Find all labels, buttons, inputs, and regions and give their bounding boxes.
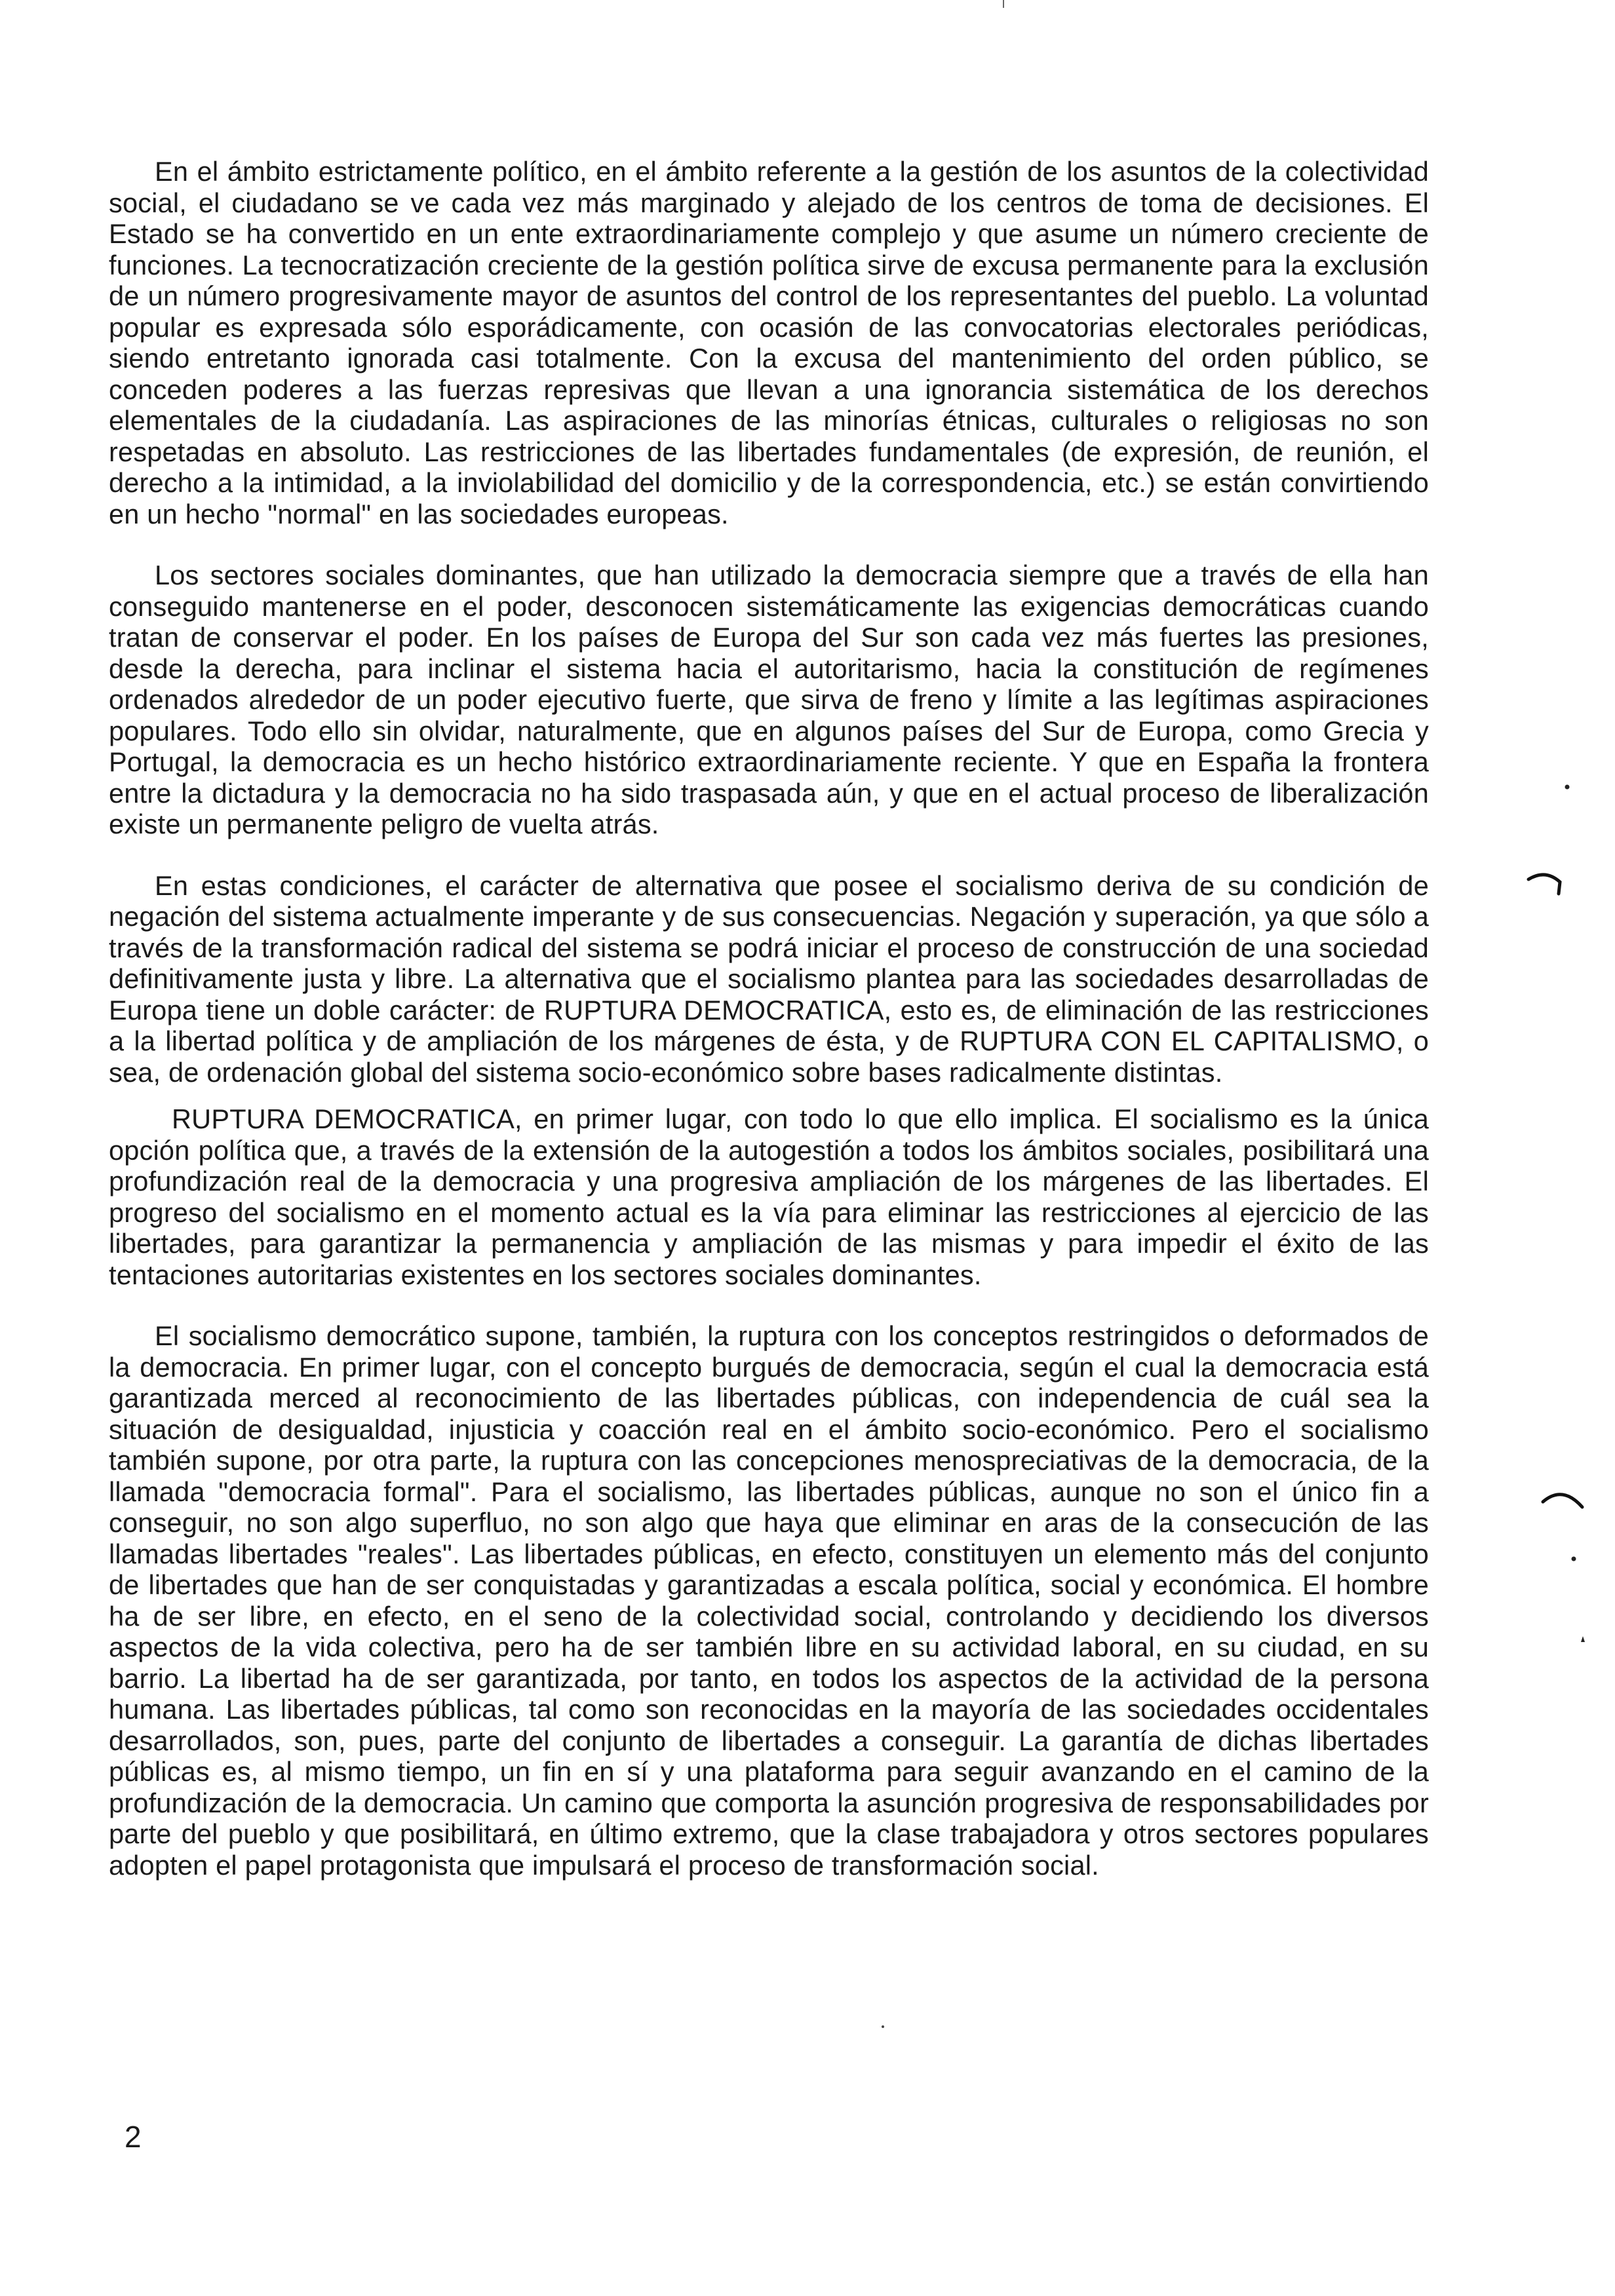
scan-arc-mark (1540, 1482, 1586, 1515)
paragraph: El socialismo democrático supone, también, la ruptura con los conceptos restringidos o deformados de la democracia. En primer lugar, con el concepto burgués de democracia, según el cual la democracia está garantizada merced al reconocimiento de las libertades públicas, con independencia de cuál sea la situación de desigualdad, injusticia y coacción real en el ámbito socio-económico. Pero el socialismo también supone, por otra parte, la ruptura con las concepciones menospreciativas de la democracia, de la llamada "democracia formal". Para el socialismo, las libertades públicas, aunque no son el único fin a conseguir, no son algo superfluo, no son algo que haya que eliminar en aras de la consecución de las llamadas libertades "reales". Las libertades públicas, en efecto, constituyen un elemento más del conjunto de libertades que han de ser conquistadas y garantizadas a escala política, social y económica. El hombre ha de ser libre, en efecto, en el seno de la colectividad social, controlando y decidiendo los diversos aspectos de la vida colectiva, pero ha de ser también libre en su actividad laboral, en su ciudad, en su barrio. La libertad ha de ser garantizada, por tanto, en todos los aspectos de la actividad de la persona humana. Las libertades públicas, tal como son reconocidas en la mayoría de las sociedades occidentales desarrollados, son, pues, parte del conjunto de libertades a conseguir. La garantía de dichas libertades públicas es, al mismo tiempo, un fin en sí y una plataforma para seguir avanzando en el camino de la profundización de la democracia. Un camino que comporta la asunción progresiva de responsabilidades por parte del pueblo y que posibilitará, en último extremo, que la clase trabajadora y otros sectores populares adopten el papel protagonista que impulsará el proceso de transformación social. (109, 1320, 1429, 1881)
paragraph: En el ámbito estrictamente político, en el ámbito referente a la gestión de los asuntos de la colectividad social, el ciudadano se ve cada vez más marginado y alejado de los centros de toma de decisiones. El Estado se ha convertido en un ente extraordinariamente complejo y que asume un número creciente de funciones. La tecnocratización creciente de la gestión política sirve de excusa permanente para la exclusión de un número progresivamente mayor de asuntos del control de los representantes del pueblo. La voluntad popular es expresada sólo esporádicamente, con ocasión de las convocatorias electorales periódicas, siendo entretanto ignorada casi totalmente. Con la excusa del mantenimiento del orden público, se conceden poderes a las fuerzas represivas que llevan a una ignorancia sistemática de los derechos elementales de la ciudadanía. Las aspiraciones de las minorías étnicas, culturales o religiosas no son respetadas en absoluto. Las restricciones de las libertades fundamentales (de expresión, de reunión, el derecho a la intimidad, a la inviolabilidad del domicilio y de la correspondencia, etc.) se están convirtiendo en un hecho "normal" en las sociedades europeas. (109, 156, 1429, 529)
scan-speck-mark (1002, 0, 1005, 9)
scan-dot-mark (1580, 1636, 1586, 1643)
scan-dot-mark (1564, 784, 1570, 790)
scan-dot-mark (1570, 1556, 1577, 1562)
scan-speck-mark (881, 2025, 885, 2029)
document-body (109, 156, 1429, 1881)
paragraph: RUPTURA DEMOCRATICA, en primer lugar, con todo lo que ello implica. El socialismo es la única opción política que, a través de la extensión de la autogestión a todos los ámbitos sociales, posibilitará una profundización real de la democracia y una progresiva ampliación de los márgenes de las libertades. El progreso del socialismo en el momento actual es la vía para eliminar las restricciones al ejercicio de las libertades, para garantizar la permanencia y ampliación de las mismas y para impedir el éxito de las tentaciones autoritarias existentes en los sectores sociales dominantes. (109, 1103, 1429, 1290)
page-number: 2 (125, 2120, 142, 2154)
paragraph: Los sectores sociales dominantes, que han utilizado la democracia siempre que a través de ella han conseguido mantenerse en el poder, desconocen sistemáticamente las exigencias democráticas cuando tratan de conservar el poder. En los países de Europa del Sur son cada vez más fuertes las presiones, desde la derecha, para inclinar el sistema hacia el autoritarismo, hacia la constitución de regímenes ordenados alrededor de un poder ejecutivo fuerte, que sirva de freno y límite a las legítimas aspiraciones populares. Todo ello sin olvidar, naturalmente, que en algunos países del Sur de Europa, como Grecia y Portugal, la democracia es un hecho histórico extraordinariamente reciente. Y que en España la frontera entre la dictadura y la democracia no ha sido traspasada aún, y que en el actual proceso de liberalización existe un permanente peligro de vuelta atrás. (109, 560, 1429, 839)
paragraph: En estas condiciones, el carácter de alternativa que posee el socialismo deriva de su condición de negación del sistema actualmente imperante y de sus consecuencias. Negación y superación, ya que sólo a través de la transformación radical del sistema se podrá iniciar el proceso de construcción de una sociedad definitivamente justa y libre. La alternativa que el socialismo plantea para las sociedades desarrolladas de Europa tiene un doble carácter: de RUPTURA DEMOCRATICA, esto es, de eliminación de las restricciones a la libertad política y de ampliación de los márgenes de ésta, y de RUPTURA CON EL CAPITALISMO, o sea, de ordenación global del sistema socio-económico sobre bases radicalmente distintas. (109, 870, 1429, 1088)
scan-hook-mark (1526, 865, 1565, 904)
